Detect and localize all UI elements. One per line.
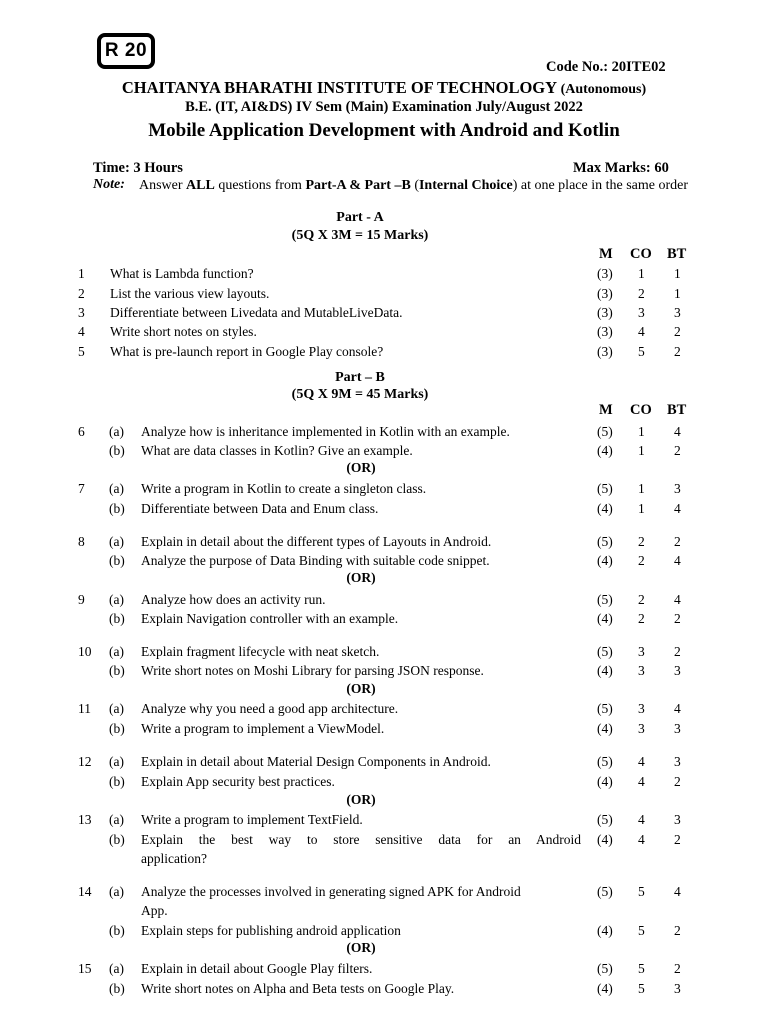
course-code: Code No.: 20ITE02 — [546, 59, 666, 75]
question-text — [141, 830, 581, 868]
note-part: ( — [410, 178, 419, 193]
question-number: 5 — [78, 344, 85, 359]
question-text: Write short notes on Moshi Library for parsing JSON response. — [141, 663, 484, 678]
bt-value: 2 — [674, 961, 681, 976]
marks-value: (4) — [597, 832, 613, 847]
sub-question-label: (a) — [109, 644, 124, 659]
bt-value: 4 — [674, 592, 681, 607]
co-value: 2 — [638, 286, 645, 301]
question-number: 2 — [78, 286, 85, 301]
sub-question-label: (b) — [109, 774, 125, 789]
question-text: Explain in detail about the different types of Layouts in Android. — [141, 534, 492, 549]
max-marks: Max Marks: 60 — [573, 160, 669, 176]
or-separator: (OR) — [346, 570, 376, 585]
sub-question-label: (b) — [109, 981, 125, 996]
question-number: 10 — [78, 644, 92, 659]
question-row — [0, 499, 768, 518]
bt-value: 1 — [674, 286, 681, 301]
header-m: M — [599, 246, 613, 262]
co-value: 2 — [638, 592, 645, 607]
marks-value: (3) — [597, 286, 613, 301]
part-a-title: Part - A — [336, 210, 384, 225]
sub-question-label: (b) — [109, 832, 125, 847]
question-text: Analyze how is inheritance implemented in Kotlin with an example. — [141, 424, 510, 439]
question-text: List the various view layouts. — [110, 286, 270, 301]
part-a-marks: (5Q X 3M = 15 Marks) — [291, 228, 429, 243]
note-part: Internal Choice — [418, 178, 513, 193]
subject-title: Mobile Application Development with Android and Kotlin — [148, 120, 620, 141]
sub-question-label: (a) — [109, 592, 124, 607]
question-row — [0, 441, 768, 460]
bt-value: 3 — [674, 721, 681, 736]
or-separator: (OR) — [346, 460, 376, 475]
co-value: 4 — [638, 832, 645, 847]
question-number: 14 — [78, 884, 92, 899]
question-row — [0, 609, 768, 628]
header-co: CO — [630, 246, 652, 262]
bt-value: 4 — [674, 701, 681, 716]
sub-question-label: (b) — [109, 663, 125, 678]
co-value: 3 — [638, 644, 645, 659]
note-part: ) at one place in the same order — [512, 178, 689, 193]
bt-value: 2 — [674, 344, 681, 359]
question-number: 15 — [78, 961, 92, 976]
question-text: Explain Navigation controller with an example. — [141, 611, 399, 626]
bt-value: 2 — [674, 611, 681, 626]
co-value: 4 — [638, 774, 645, 789]
question-row — [0, 830, 768, 866]
question-text: Write a program to implement TextField. — [141, 812, 363, 827]
sub-question-label: (a) — [109, 754, 124, 769]
question-row — [0, 979, 768, 998]
marks-value: (5) — [597, 424, 613, 439]
or-separator: (OR) — [346, 681, 376, 696]
exam-title: B.E. (IT, AI&DS) IV Sem (Main) Examination July/August 2022 — [185, 99, 583, 115]
note-part: questions from — [214, 178, 306, 193]
bt-value: 2 — [674, 534, 681, 549]
part-b-title: Part – B — [335, 370, 385, 385]
sub-question-label: (a) — [109, 424, 124, 439]
bt-value: 3 — [674, 481, 681, 496]
sub-question-label: (b) — [109, 923, 125, 938]
question-text: Analyze how does an activity run. — [141, 592, 326, 607]
sub-question-label: (a) — [109, 961, 124, 976]
note-part: Answer — [139, 178, 187, 193]
question-text: What is Lambda function? — [110, 266, 254, 281]
bt-value: 2 — [674, 832, 681, 847]
co-value: 2 — [638, 611, 645, 626]
question-number: 6 — [78, 424, 85, 439]
co-value: 2 — [638, 534, 645, 549]
question-row — [0, 810, 768, 829]
note-part: ALL — [186, 178, 215, 193]
bt-value: 3 — [674, 663, 681, 678]
bt-value: 3 — [674, 812, 681, 827]
question-row — [0, 719, 768, 738]
question-number: 12 — [78, 754, 92, 769]
question-text: What is pre-launch report in Google Play console? — [110, 344, 384, 359]
co-value: 1 — [638, 266, 645, 281]
header-bt: BT — [667, 246, 687, 262]
co-value: 4 — [638, 754, 645, 769]
marks-value: (4) — [597, 663, 613, 678]
question-row — [0, 322, 768, 341]
marks-value: (4) — [597, 553, 613, 568]
question-number: 1 — [78, 266, 85, 281]
question-number: 8 — [78, 534, 85, 549]
co-value: 5 — [638, 344, 645, 359]
bt-value: 3 — [674, 981, 681, 996]
bt-value: 3 — [674, 305, 681, 320]
question-row — [0, 422, 768, 441]
bt-value: 3 — [674, 754, 681, 769]
co-value: 1 — [638, 443, 645, 458]
question-row — [0, 303, 768, 322]
institute-title: CHAITANYA BHARATHI INSTITUTE OF TECHNOLOGY — [121, 78, 557, 97]
bt-value: 4 — [674, 553, 681, 568]
marks-value: (4) — [597, 774, 613, 789]
marks-value: (5) — [597, 644, 613, 659]
co-value: 2 — [638, 553, 645, 568]
question-number: 13 — [78, 812, 92, 827]
question-number: 3 — [78, 305, 85, 320]
question-row — [0, 882, 768, 918]
marks-value: (5) — [597, 592, 613, 607]
marks-value: (5) — [597, 884, 613, 899]
co-value: 5 — [638, 961, 645, 976]
co-value: 4 — [638, 324, 645, 339]
question-text: What are data classes in Kotlin? Give an example. — [141, 443, 413, 458]
marks-value: (3) — [597, 266, 613, 281]
co-value: 4 — [638, 812, 645, 827]
or-separator: (OR) — [346, 940, 376, 955]
co-value: 5 — [638, 884, 645, 899]
sub-question-label: (b) — [109, 553, 125, 568]
marks-value: (4) — [597, 981, 613, 996]
marks-value: (5) — [597, 812, 613, 827]
sub-question-label: (a) — [109, 534, 124, 549]
question-text: Differentiate between Data and Enum class. — [141, 501, 379, 516]
bt-value: 2 — [674, 923, 681, 938]
co-value: 5 — [638, 981, 645, 996]
co-value: 1 — [638, 481, 645, 496]
question-row — [0, 921, 768, 940]
question-number: 9 — [78, 592, 85, 607]
question-row — [0, 959, 768, 978]
question-text: Analyze the purpose of Data Binding with suitable code snippet. — [141, 553, 490, 568]
question-row — [0, 661, 768, 680]
sub-question-label: (a) — [109, 884, 124, 899]
question-text: Explain in detail about Google Play filters. — [141, 961, 373, 976]
question-text — [141, 882, 581, 920]
bt-value: 2 — [674, 644, 681, 659]
question-text: Write a program to implement a ViewModel. — [141, 721, 385, 736]
question-text-line: application? — [141, 851, 207, 866]
marks-value: (5) — [597, 481, 613, 496]
header-bt: BT — [667, 402, 687, 418]
bt-value: 4 — [674, 884, 681, 899]
question-text: Write a program in Kotlin to create a singleton class. — [141, 481, 427, 496]
question-row — [0, 342, 768, 361]
question-text-line: App. — [141, 903, 168, 918]
autonomous-label: (Autonomous) — [560, 82, 647, 97]
co-value: 3 — [638, 663, 645, 678]
question-text-line: Analyze the processes involved in generating signed APK for Android — [141, 884, 521, 899]
question-row — [0, 479, 768, 498]
question-row — [0, 752, 768, 771]
marks-value: (5) — [597, 754, 613, 769]
question-number: 4 — [78, 324, 85, 339]
marks-value: (4) — [597, 443, 613, 458]
question-row — [0, 551, 768, 570]
bt-value: 2 — [674, 443, 681, 458]
sub-question-label: (a) — [109, 812, 124, 827]
question-text: Explain fragment lifecycle with neat sketch. — [141, 644, 380, 659]
sub-question-label: (a) — [109, 481, 124, 496]
marks-value: (3) — [597, 305, 613, 320]
sub-question-label: (b) — [109, 611, 125, 626]
bt-value: 1 — [674, 266, 681, 281]
question-text: Write short notes on styles. — [110, 324, 257, 339]
marks-value: (4) — [597, 721, 613, 736]
question-row — [0, 642, 768, 661]
or-separator: (OR) — [346, 792, 376, 807]
header-co: CO — [630, 402, 652, 418]
marks-value: (4) — [597, 923, 613, 938]
time-allowed: Time: 3 Hours — [93, 160, 183, 176]
question-text: Differentiate between Livedata and MutableLiveData. — [110, 305, 403, 320]
marks-value: (5) — [597, 701, 613, 716]
bt-value: 4 — [674, 501, 681, 516]
question-text: Write short notes on Alpha and Beta tests on Google Play. — [141, 981, 455, 996]
co-value: 1 — [638, 424, 645, 439]
question-text: Explain steps for publishing android application — [141, 923, 401, 938]
question-text: Explain App security best practices. — [141, 774, 335, 789]
question-text: Explain in detail about Material Design Components in Android. — [141, 754, 491, 769]
note-label: Note: — [93, 177, 125, 192]
marks-value: (3) — [597, 324, 613, 339]
note-part: Part-A & Part –B — [305, 178, 411, 193]
question-number: 7 — [78, 481, 85, 496]
question-row — [0, 590, 768, 609]
question-row — [0, 772, 768, 791]
question-number: 11 — [78, 701, 91, 716]
marks-value: (5) — [597, 534, 613, 549]
bt-value: 2 — [674, 324, 681, 339]
note-text — [139, 177, 699, 194]
question-text-line: Explain the best way to store sensitive data for an Android — [141, 832, 581, 847]
question-text: Analyze why you need a good app architecture. — [141, 701, 399, 716]
question-row — [0, 699, 768, 718]
institute-name — [0, 78, 768, 98]
bt-value: 2 — [674, 774, 681, 789]
sub-question-label: (b) — [109, 443, 125, 458]
marks-value: (5) — [597, 961, 613, 976]
part-b-marks: (5Q X 9M = 45 Marks) — [291, 387, 429, 402]
sub-question-label: (b) — [109, 721, 125, 736]
question-row — [0, 264, 768, 283]
marks-value: (4) — [597, 501, 613, 516]
sub-question-label: (b) — [109, 501, 125, 516]
regulation-badge: R 20 — [97, 33, 155, 69]
co-value: 3 — [638, 701, 645, 716]
header-m: M — [599, 402, 613, 418]
bt-value: 4 — [674, 424, 681, 439]
marks-value: (4) — [597, 611, 613, 626]
co-value: 3 — [638, 305, 645, 320]
co-value: 5 — [638, 923, 645, 938]
sub-question-label: (a) — [109, 701, 124, 716]
co-value: 1 — [638, 501, 645, 516]
question-row — [0, 284, 768, 303]
question-row — [0, 532, 768, 551]
marks-value: (3) — [597, 344, 613, 359]
co-value: 3 — [638, 721, 645, 736]
